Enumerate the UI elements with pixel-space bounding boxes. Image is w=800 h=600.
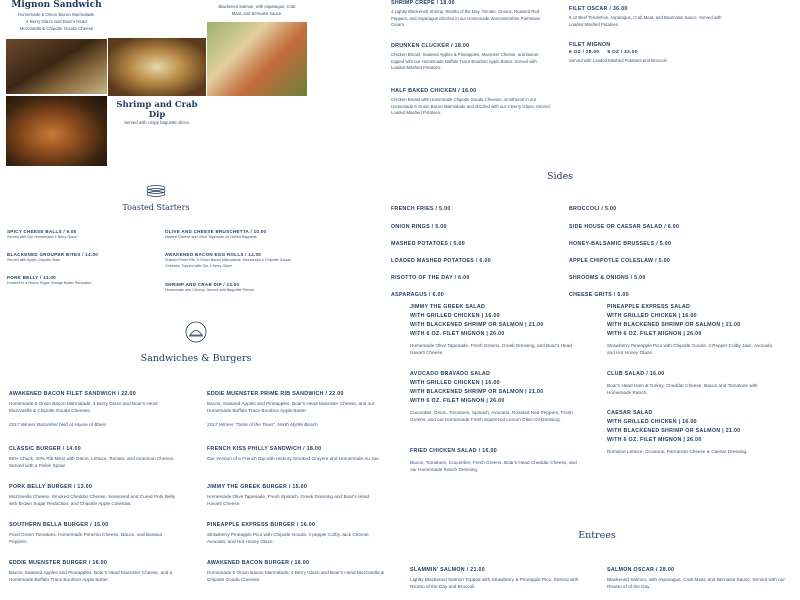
entree-half-baked <box>391 88 551 117</box>
bread-icon <box>146 184 166 196</box>
starters-heading: Toasted Starters <box>122 203 190 212</box>
starter-item <box>7 275 162 298</box>
sandwich-item <box>207 391 385 446</box>
entree-drunken-clucker <box>391 43 551 72</box>
salad-line: WITH BLACKENED SHRIMP OR SALMON | 21.00 <box>607 322 741 328</box>
salad-desc: Bacon, Tomatoes, Cucumber, Fresh Greens, Boar's Head Cheddar Cheese, and our Homemade Ranch Dressing. <box>410 460 577 473</box>
shrimp-dip-title: Shrimp and Crab Dip <box>116 100 198 120</box>
sandwich-item <box>207 522 385 560</box>
entree-desc: Chicken Breast with Homemade Chipotle Gouda Cheeses, smothered in our Homemade 5 Onion Bacon Marmalade and drizzled with our 4 Berry Glaze. Served Loaded Mashed Potatoes. <box>391 97 550 116</box>
entree-desc: Chicken Breast, Sauteed Apples & Pineapples, Muenster Cheese, and Bacon, topped with our Homemade Buffalo Trace Bourbon Apple Butter. Served with Loaded Mashed Potatoes. <box>391 52 540 71</box>
cloche-icon <box>184 321 208 343</box>
starters-right <box>165 229 305 305</box>
entree-title: SLAMMIN' SALMON / 21.00 <box>410 567 485 573</box>
shrimp-dip-desc: Served with crispy baguette slices. <box>124 120 190 125</box>
entree-title: FILET MIGNON <box>569 42 611 48</box>
salad-desc: Romaine Lettuce, Croutons, Parmesan Cheese & Caesar Dressing. <box>607 449 748 454</box>
starter-item <box>165 229 305 252</box>
salad-line: WITH GRILLED CHICKEN | 16.00 <box>410 313 500 319</box>
entree-prices: 6 OZ / 28.00 8 OZ / 32.00 <box>569 50 638 55</box>
entree-slammin-salmon <box>410 567 582 591</box>
sandwich-item <box>207 446 385 484</box>
food-photo-filet <box>6 39 107 94</box>
salad-desc: Homemade Olive Tapenade, Fresh Greens, Greek Dressing, and Boar's Head Havarti Cheese. <box>410 343 572 356</box>
sandwiches-left <box>9 391 181 598</box>
salad-item <box>410 370 580 447</box>
side-item: ASPARAGUS / 6.00 <box>391 292 444 298</box>
sandwiches-right <box>207 391 385 598</box>
entree-desc: 6 oz Beef Tenderloin, Asparagus, Crab Meat, and Bearnaise Sauce. Served with Loaded Mashed Potatoes. <box>569 15 722 27</box>
starter-desc: Homemade and Chunky. Served with Baguette Pieces. <box>165 288 255 292</box>
sandwich-item <box>9 560 181 598</box>
sandwich-item <box>9 446 181 484</box>
entree-desc: Served with Loaded Mashed Potatoes and Broccoli. <box>569 58 668 63</box>
salad-line: WITH 6 OZ. FILET MIGNON | 26.00 <box>410 398 505 404</box>
salad-line: CLUB SALAD / 16.00 <box>607 371 665 377</box>
starter-title: OLIVE AND CHEESE BRUSCHETTA / 10.00 <box>165 229 267 234</box>
salad-line: WITH GRILLED CHICKEN | 16.00 <box>410 380 500 386</box>
salad-desc: Blackened Salmon, with Asparagus, Crab Meat, and Bernaise Sauce. <box>218 4 296 16</box>
sandwich-title: PINEAPPLE EXPRESS BURGER / 16.00 <box>207 522 316 528</box>
sandwich-item <box>207 560 385 598</box>
starter-desc: Havarti Cheese and Olive Tapenade on Grilled Baguette <box>165 235 257 239</box>
sandwich-desc: Bacon, Sauteed Apples and Pineapples, Boar's Head Muenster Cheese, and a Homemade Buffalo Trace Bourbon Apple Butter. <box>9 570 173 583</box>
salad-line: WITH GRILLED CHICKEN | 16.00 <box>607 313 697 319</box>
sandwich-item <box>9 391 181 446</box>
entree-desc: Lightly Blackened Salmon Topped with Strawberry & Pineapple Pico. Served with Risotto of the Day and Broccoli. <box>410 577 579 590</box>
sandwich-desc: 80% Chuck, 20% Rib Meat with Onion, Lettuce, Tomato, and American Cheese. Served with a Pickle Spear. <box>9 456 175 469</box>
entree-desc: Blackened Salmon, with Asparagus, Crab Meat, and Bernaise Sauce. Served with our Risotto of of the Day. <box>607 577 785 590</box>
sandwich-title: CLASSIC BURGER / 14.00 <box>9 446 81 452</box>
salads-right <box>607 303 777 469</box>
starter-desc: Shaved Prime Rib, 5 Onion Bacon Marmalade, Mozzarella & Chipotle Gouda Cheeses, Topped with Our 4 Berry Glaze. <box>165 258 291 268</box>
sandwich-desc: Homemade 5 Onion Bacon Marmalade, 4 Berry Glaze and Boar's Head Mozzarella & Chipotle Gouda Cheeses. <box>9 401 158 414</box>
side-item: FRENCH FRIES / 5.00 <box>391 206 451 212</box>
salad-line: CAESAR SALAD <box>607 410 653 416</box>
sandwich-desc: Our Version of a French Dip with Hickory Smoked Gruyere and Homemade Au Jus. <box>207 456 380 461</box>
entree-desc: 4 Lightly Blackened Shrimp, Risotto of the Day, Tomato, Onions, Roasted Red Peppers, and Asparagus drizzled in our Homemade Worcestershire Parmesan Cream. <box>391 9 541 28</box>
salad-line: JIMMY THE GREEK SALAD <box>410 304 486 310</box>
sandwich-desc: Fried Green Tomatoes, Homemade Pimento Cheese, Bacon, and Banana Peppers. <box>9 532 163 545</box>
salad-line: WITH BLACKENED SHRIMP OR SALMON | 21.00 <box>410 322 544 328</box>
salads-left <box>410 303 580 487</box>
starter-desc: Served with Apple Chipotle Slaw <box>7 258 61 262</box>
sandwich-title: JIMMY THE GREEK BURGER / 15.00 <box>207 484 308 490</box>
salad-item <box>607 370 777 409</box>
side-item: CHEESE GRITS / 5.00 <box>569 292 629 298</box>
starter-item <box>165 282 305 305</box>
salad-line: WITH 6 OZ. FILET MIGNON | 26.00 <box>410 331 505 337</box>
salad-line: WITH 6 OZ. FILET MIGNON | 26.00 <box>607 437 702 443</box>
starter-title: SHRIMP AND CRAB DIP / 14.00 <box>165 282 240 287</box>
salad-item <box>607 303 777 370</box>
starter-title: AWAKENED BACON EGG ROLLS / 14.00 <box>165 252 262 257</box>
entree-shrimp-crepe <box>391 0 551 29</box>
sandwich-note: 2017 Winner "Taste of the Town", North Myrtle Beach <box>207 421 318 427</box>
starter-desc: Served with Our Homemade 4 Berry Glaze <box>7 235 78 239</box>
sides-heading: Sides <box>546 171 574 182</box>
starter-title: PORK BELLY / 13.00 <box>7 275 56 280</box>
sandwich-desc: Strawberry Pineapple Pico with Chipotle Gouda, 3 pepper Colby Jack Cheese, Avocado, and Hot Honey Glaze. <box>207 532 370 545</box>
entree-salmon-oscar <box>607 567 787 591</box>
food-photo-plate-2 <box>108 38 206 96</box>
salad-caption <box>207 0 307 20</box>
sandwich-title: PORK BELLY BURGER / 13.00 <box>9 484 93 490</box>
food-photo-plate-1 <box>6 96 107 166</box>
sandwich-item <box>207 484 385 522</box>
sandwich-title: EDDIE MUENSTER BURGER / 16.00 <box>9 560 108 566</box>
salad-item <box>607 409 777 469</box>
side-item: RISOTTO OF THE DAY / 6.00 <box>391 275 470 281</box>
sandwich-desc: Homemade Olive Tapenade, Fresh Spinach, Greek Dressing and Boar's Head Havarti Cheese. <box>207 494 370 507</box>
sandwiches-heading: Sandwiches & Burgers <box>140 353 252 364</box>
sides-right-list <box>569 206 769 309</box>
salad-line: WITH GRILLED CHICKEN | 16.00 <box>607 419 697 425</box>
mignon-desc: Homemade 5 Onion Bacon Marmalade, 4 Berry Glaze and Boar's Head Mozzarella & Chipotle Gouda Cheese <box>17 12 96 31</box>
starter-item <box>7 229 162 252</box>
side-item: MASHED POTATOES / 5.00 <box>391 241 466 247</box>
sandwich-desc: Bacon, Sauteed Apples and Pineapples, Boar's Head Muenster Cheese, and our Homemade Buffalo Trace Bourbon Apple Butter. <box>207 401 375 414</box>
sandwich-note: 2017 Winner Baconfest held at House of Blues <box>9 421 107 427</box>
salad-line: AVOCADO BRAVADO SALAD <box>410 371 491 377</box>
entrees-heading: Entrees <box>578 530 616 541</box>
salad-desc: Boar's Head Ham & Turkey, Cheddar Cheese, Bacon and Tomatoes with Homemade Ranch. <box>607 383 758 396</box>
salad-desc: Strawberry Pineapple Pico with Chipotle Gouda, 3 Pepper Colby Jack, Avocado, and Hot Honey Glaze. <box>607 343 774 356</box>
side-item: BROCCOLI / 5.00 <box>569 206 617 212</box>
side-item: SHROOMS & ONIONS / 5.00 <box>569 275 646 281</box>
food-photo-sandwich <box>6 0 107 38</box>
side-item: SIDE HOUSE OR CAESAR SALAD / 6.00 <box>569 224 680 230</box>
sandwich-title: SOUTHERN BELLA BURGER / 15.00 <box>9 522 109 528</box>
salad-line: FRIED CHICKEN SALAD / 16.00 <box>410 448 497 454</box>
entree-title: SALMON OSCAR / 28.00 <box>607 567 675 573</box>
salad-line: WITH BLACKENED SHRIMP OR SALMON | 21.00 <box>410 389 544 395</box>
starter-desc: Drizzled in a Brown Sugar Orange Butter Reduction <box>7 281 92 285</box>
side-item: APPLE CHIPOTLE COLESLAW / 5.00 <box>569 258 671 264</box>
sandwich-title: AWAKENED BACON BURGER / 16.00 <box>207 560 310 566</box>
sandwich-title: EDDIE MUENSTER PRIME RIB SANDWICH / 22.00 <box>207 391 344 397</box>
sandwich-desc: Homemade 5 Onion Bacon Marmalade, 4 Berry Glaze and Boar's Head Mozzarella & Chipotle Gouda Cheeses. <box>207 570 385 583</box>
salad-line: WITH BLACKENED SHRIMP OR SALMON | 21.00 <box>607 428 741 434</box>
starter-title: BLACKENED GROUPER BITES / 14.00 <box>7 252 99 257</box>
starter-item <box>7 252 162 275</box>
starter-title: SPICY CHEESE BALLS / 9.00 <box>7 229 77 234</box>
starter-item <box>165 252 305 282</box>
sandwich-title: AWAKENED BACON FILET SANDWICH / 22.00 <box>9 391 137 397</box>
entree-title: SHRIMP CREPE / 18.00 <box>391 0 455 6</box>
sandwich-desc: Mozzarella Cheese, Smoked Cheddar Cheese, Seasoned and Cured Pork Belly with Brown Sugar Reduction, and Chipotle Apple Coleslaw. <box>9 494 175 507</box>
sandwich-item <box>9 484 181 522</box>
shrimp-dip-caption <box>108 96 206 166</box>
side-item: LOADED MASHED POTATOES / 6.00 <box>391 258 491 264</box>
side-item: HONEY-BALSAMIC BRUSSELS / 5.00 <box>569 241 672 247</box>
salad-item <box>410 303 580 370</box>
entree-title: HALF BAKED CHICKEN / 18.00 <box>391 88 477 94</box>
sandwich-title: FRENCH KISS PHILLY SANDWICH / 18.00 <box>207 446 322 452</box>
sandwich-item <box>9 522 181 560</box>
side-item: ONION RINGS / 5.00 <box>391 224 447 230</box>
salad-line: WITH 6 OZ. FILET MIGNON | 26.00 <box>607 331 702 337</box>
salad-desc: Cucumber, Onion, Tomatoes, Spinach, Avocado, Roasted Red Peppers, Fresh Greens, and our Homemade Fresh Squeezed Lemon Olive Oil Dressing. <box>410 410 573 423</box>
food-photo-salmon <box>207 22 307 96</box>
salad-line: PINEAPPLE EXPRESS SALAD <box>607 304 691 310</box>
entree-filet-oscar <box>569 6 729 28</box>
starters-left <box>7 229 162 298</box>
sides-left-list <box>391 206 561 309</box>
entree-title: FILET OSCAR / 36.00 <box>569 6 628 12</box>
salad-item <box>410 447 580 487</box>
mignon-title: Mignon Sandwich <box>11 0 102 10</box>
entree-filet-mignon <box>569 42 729 65</box>
entree-title: DRUNKEN CLUCKER / 18.00 <box>391 43 470 49</box>
